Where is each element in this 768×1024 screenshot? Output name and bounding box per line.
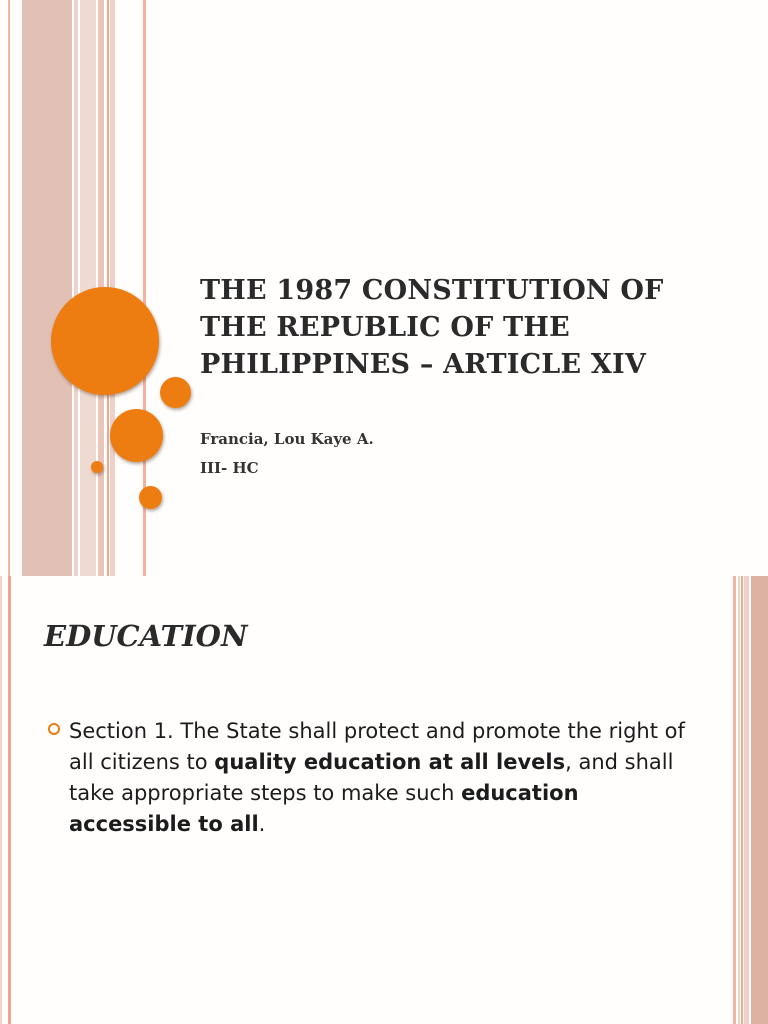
decorative-band — [8, 576, 11, 1024]
section-heading: EDUCATION — [44, 619, 248, 653]
bullet-text — [69, 716, 688, 840]
title-line: THE 1987 CONSTITUTION OF — [200, 275, 664, 306]
decorative-band — [741, 576, 743, 1024]
content-slide — [0, 576, 768, 1024]
bullet-item — [48, 716, 688, 840]
decorative-band — [22, 0, 72, 576]
text-segment: . — [258, 812, 266, 836]
title-line: THE REPUBLIC OF THE — [200, 312, 570, 343]
decorative-circle — [160, 377, 191, 408]
presentation-title — [200, 272, 720, 383]
decorative-circle — [139, 486, 162, 509]
text-segment: , and shall take appropriate steps to make such — [69, 750, 674, 805]
decorative-band — [751, 576, 768, 1024]
decorative-band — [0, 576, 2, 1024]
class-section: III- HC — [200, 459, 259, 477]
text-segment: Section 1. The State shall protect and promote the right of all citizens to — [69, 719, 685, 774]
decorative-band — [733, 576, 736, 1024]
decorative-band — [744, 576, 749, 1024]
decorative-band — [8, 0, 10, 576]
emphasis-quality-education: quality education at all levels — [214, 750, 566, 774]
ring-bullet-icon — [48, 723, 60, 735]
decorative-circle — [110, 409, 163, 462]
presentation-subtitle — [200, 425, 374, 483]
emphasis-education-accessible: education accessible to all — [69, 781, 579, 836]
decorative-circle — [91, 461, 103, 473]
author-name: Francia, Lou Kaye A. — [200, 430, 374, 448]
decorative-circle — [51, 287, 159, 395]
title-line: PHILIPPINES – ARTICLE XIV — [200, 349, 646, 380]
decorative-band — [738, 576, 740, 1024]
decorative-band — [74, 0, 78, 576]
